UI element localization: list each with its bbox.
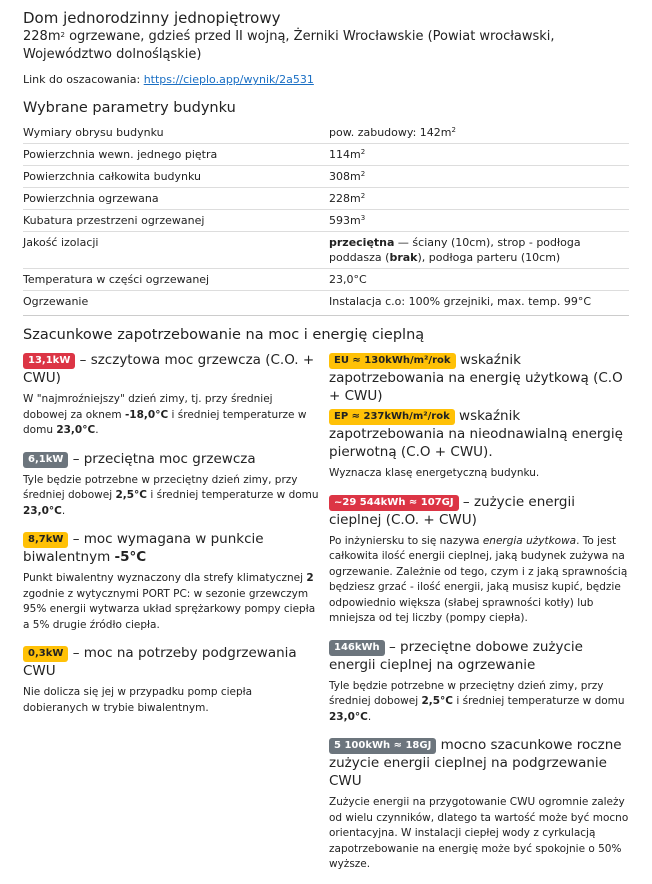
desc-bold: 2,5°C	[421, 695, 454, 707]
item-title: – moc wymagana w punkcie biwalentnym	[23, 531, 264, 565]
insulation-detail-end: ), podłoga parteru (10cm)	[417, 251, 561, 264]
dhw-power-badge: 0,3kW	[23, 646, 68, 662]
item-description	[329, 534, 629, 627]
param-value-text: 308m	[329, 170, 361, 183]
average-power-item	[23, 450, 319, 520]
param-key: Powierzchnia ogrzewana	[23, 188, 329, 210]
param-value-sup: 2	[360, 148, 366, 156]
params-table	[23, 122, 629, 312]
item-description	[23, 473, 319, 520]
dhw-consumption-badge: 5 100kWh ≈ 18GJ	[329, 738, 436, 754]
param-value	[329, 122, 629, 144]
param-key: Powierzchnia całkowita budynku	[23, 166, 329, 188]
section-divider	[23, 315, 629, 316]
param-key: Jakość izolacji	[23, 232, 329, 269]
table-row	[23, 122, 629, 144]
demand-left-column	[23, 351, 323, 884]
building-subtitle	[23, 28, 629, 64]
param-key: Temperatura w części ogrzewanej	[23, 269, 329, 291]
item-description: Wyznacza klasę energetyczną budynku.	[329, 467, 540, 479]
item-description	[23, 571, 319, 633]
param-key: Powierzchnia wewn. jednego piętra	[23, 144, 329, 166]
param-value-sup: 2	[360, 192, 366, 200]
item-heading	[23, 644, 319, 680]
item-title: – szczytowa moc grzewcza (C.O. + CWU)	[23, 352, 315, 386]
desc-text: .	[61, 504, 66, 517]
param-value-text: 228m	[329, 192, 361, 205]
param-value-text: pow. zabudowy: 142m	[329, 126, 452, 139]
demand-columns	[23, 351, 629, 884]
desc-text: Punkt biwalentny wyznaczony dla strefy klimatycznej	[23, 572, 307, 584]
item-description: Zużycie energii na przygotowanie CWU ogromnie zależy od wielu czynników, dlatego ta wartość może być mocno orientacyjna. W instalacji ciepłej wody z cyrkulacją zapotrzebowanie na energię może być spokojnie o 50% wyższe.	[329, 796, 629, 870]
eu-indicator-item	[329, 351, 629, 405]
desc-bold: 23,0°C	[329, 710, 368, 723]
daily-consumption-badge: 146kWh	[329, 640, 385, 656]
estimate-link-row	[23, 72, 629, 87]
param-value	[329, 210, 629, 232]
table-row	[23, 144, 629, 166]
param-value	[329, 232, 629, 269]
item-heading	[23, 450, 319, 468]
desc-bold: 2	[306, 572, 314, 584]
desc-text: i średniej temperaturze w domu	[147, 489, 319, 501]
demand-heading: Szacunkowe zapotrzebowanie na moc i energię cieplną	[23, 327, 425, 343]
desc-text: .	[367, 710, 372, 723]
desc-bold: 2,5°C	[115, 489, 148, 501]
param-key: Ogrzewanie	[23, 295, 89, 308]
heat-consumption-item	[329, 493, 629, 627]
desc-text: i średniej temperaturze w domu	[453, 695, 625, 707]
desc-bold: 23,0°C	[56, 424, 96, 436]
desc-text: Tyle będzie potrzebne w przeciętny dzień zimy, przy średniej dobowej	[329, 679, 604, 707]
bivalent-temp: -5°C	[114, 549, 147, 565]
param-key: Wymiary obrysu budynku	[23, 122, 329, 144]
item-description	[329, 679, 629, 726]
param-value-sup: 2	[360, 170, 366, 178]
item-description	[23, 392, 319, 439]
average-power-badge: 6,1kW	[23, 452, 68, 468]
heat-consumption-badge: ~29 544kWh ≈ 107GJ	[329, 495, 459, 511]
bivalent-power-badge: 8,7kW	[23, 532, 68, 548]
item-heading	[329, 493, 629, 529]
params-heading: Wybrane parametry budynku	[23, 100, 236, 116]
table-row	[23, 210, 629, 232]
heated-area-value: 228m	[23, 29, 61, 44]
estimate-link-label: Link do oszacowania:	[23, 73, 141, 86]
item-title: – przeciętne dobowe zużycie energii cieplnej na ogrzewanie	[329, 638, 583, 673]
item-title: wskaźnik zapotrzebowania na energię użytkową (C.O + CWU)	[329, 352, 623, 404]
desc-text: . To jest całkowita ilość energii cieplnej, jaką budynek zużywa na ogrzewanie. Zależnie od tego, czym i z jaką sprawnością będziesz grzać - ilość energii, jaką musisz kupić, będzie odpowiednio większa (słabej sprawności kotły) lub mniejsza od tej liczby (pompy ciepła).	[329, 534, 628, 624]
param-value	[329, 188, 629, 210]
desc-text: Tyle będzie potrzebne w przeciętny dzień zimy, przy średniej dobowej	[23, 473, 298, 501]
item-description: Nie dolicza się jej w przypadku pomp ciepła dobieranych w trybie biwalentnym.	[23, 686, 253, 714]
item-title: – przeciętna moc grzewcza	[68, 450, 256, 467]
param-value-sup: 2	[451, 126, 456, 134]
dhw-power-item	[23, 644, 319, 716]
desc-text: W "najmroźniejszy" dzień zimy, tj. przy średniej dobowej za oknem	[23, 393, 273, 421]
desc-italic: energia użytkowa	[482, 534, 577, 547]
desc-text: i średniej temperaturze w domu	[23, 408, 307, 436]
area-unit-sup: 2	[60, 31, 65, 39]
desc-text: Po inżyniersku to się nazywa	[329, 534, 483, 547]
page-title: Dom jednorodzinny jednopiętrowy	[23, 9, 281, 27]
desc-bold: 23,0°C	[23, 504, 62, 517]
item-heading	[329, 736, 629, 790]
item-heading	[329, 351, 629, 405]
param-value-sup: 3	[360, 214, 366, 222]
estimate-link[interactable]: https://cieplo.app/wynik/2a531	[143, 73, 314, 86]
demand-right-column	[323, 351, 629, 884]
ep-indicator-item	[329, 407, 629, 482]
subtitle-rest: ogrzewane, gdzieś przed II wojną, Żerniki Wrocławskie (Powiat wrocławski, Województwo dolnośląskie)	[23, 29, 555, 62]
item-heading	[329, 407, 629, 461]
desc-text: .	[95, 424, 99, 436]
item-heading	[23, 530, 319, 566]
param-value-text: 114m	[329, 148, 361, 161]
table-row	[23, 188, 629, 210]
table-row	[23, 269, 629, 291]
dhw-consumption-item	[329, 736, 629, 873]
insulation-detail: — ściany (10cm), strop - podłoga poddasza (	[329, 236, 581, 264]
table-row	[23, 291, 629, 313]
daily-consumption-item	[329, 638, 629, 726]
desc-text: zgodnie z wytycznymi PORT PC: w sezonie grzewczym 95% energii wytwarza układ sprężarkowy pompy ciepła a 5% drugie źródło ciepła.	[23, 587, 316, 631]
peak-power-item	[23, 351, 319, 439]
bivalent-power-item	[23, 530, 319, 633]
desc-bold: -18,0°C	[124, 408, 169, 421]
param-value-text: 593m	[329, 214, 361, 227]
item-title: – moc na potrzeby podgrzewania CWU	[23, 645, 297, 679]
table-row	[23, 166, 629, 188]
insulation-quality: przeciętna	[329, 236, 395, 249]
insulation-missing: brak	[389, 251, 418, 264]
item-title: wskaźnik zapotrzebowania na nieodnawialną energię pierwotną (C.O + CWU).	[329, 408, 623, 460]
item-heading	[329, 638, 629, 674]
param-value	[329, 144, 629, 166]
item-title: – zużycie energii cieplnej (C.O. + CWU)	[329, 493, 575, 528]
item-title: mocno szacunkowe roczne zużycie energii cieplnej na podgrzewanie CWU	[329, 737, 622, 789]
param-value: 23,0°C	[329, 269, 629, 291]
item-heading	[23, 351, 319, 387]
param-value: Instalacja c.o: 100% grzejniki, max. temp. 99°C	[329, 295, 592, 308]
eu-badge: EU ≈ 130kWh/m²/rok	[329, 353, 456, 369]
param-value	[329, 166, 629, 188]
param-key: Kubatura przestrzeni ogrzewanej	[23, 210, 329, 232]
table-row	[23, 232, 629, 269]
peak-power-badge: 13,1kW	[23, 353, 75, 369]
ep-badge: EP ≈ 237kWh/m²/rok	[329, 409, 455, 425]
